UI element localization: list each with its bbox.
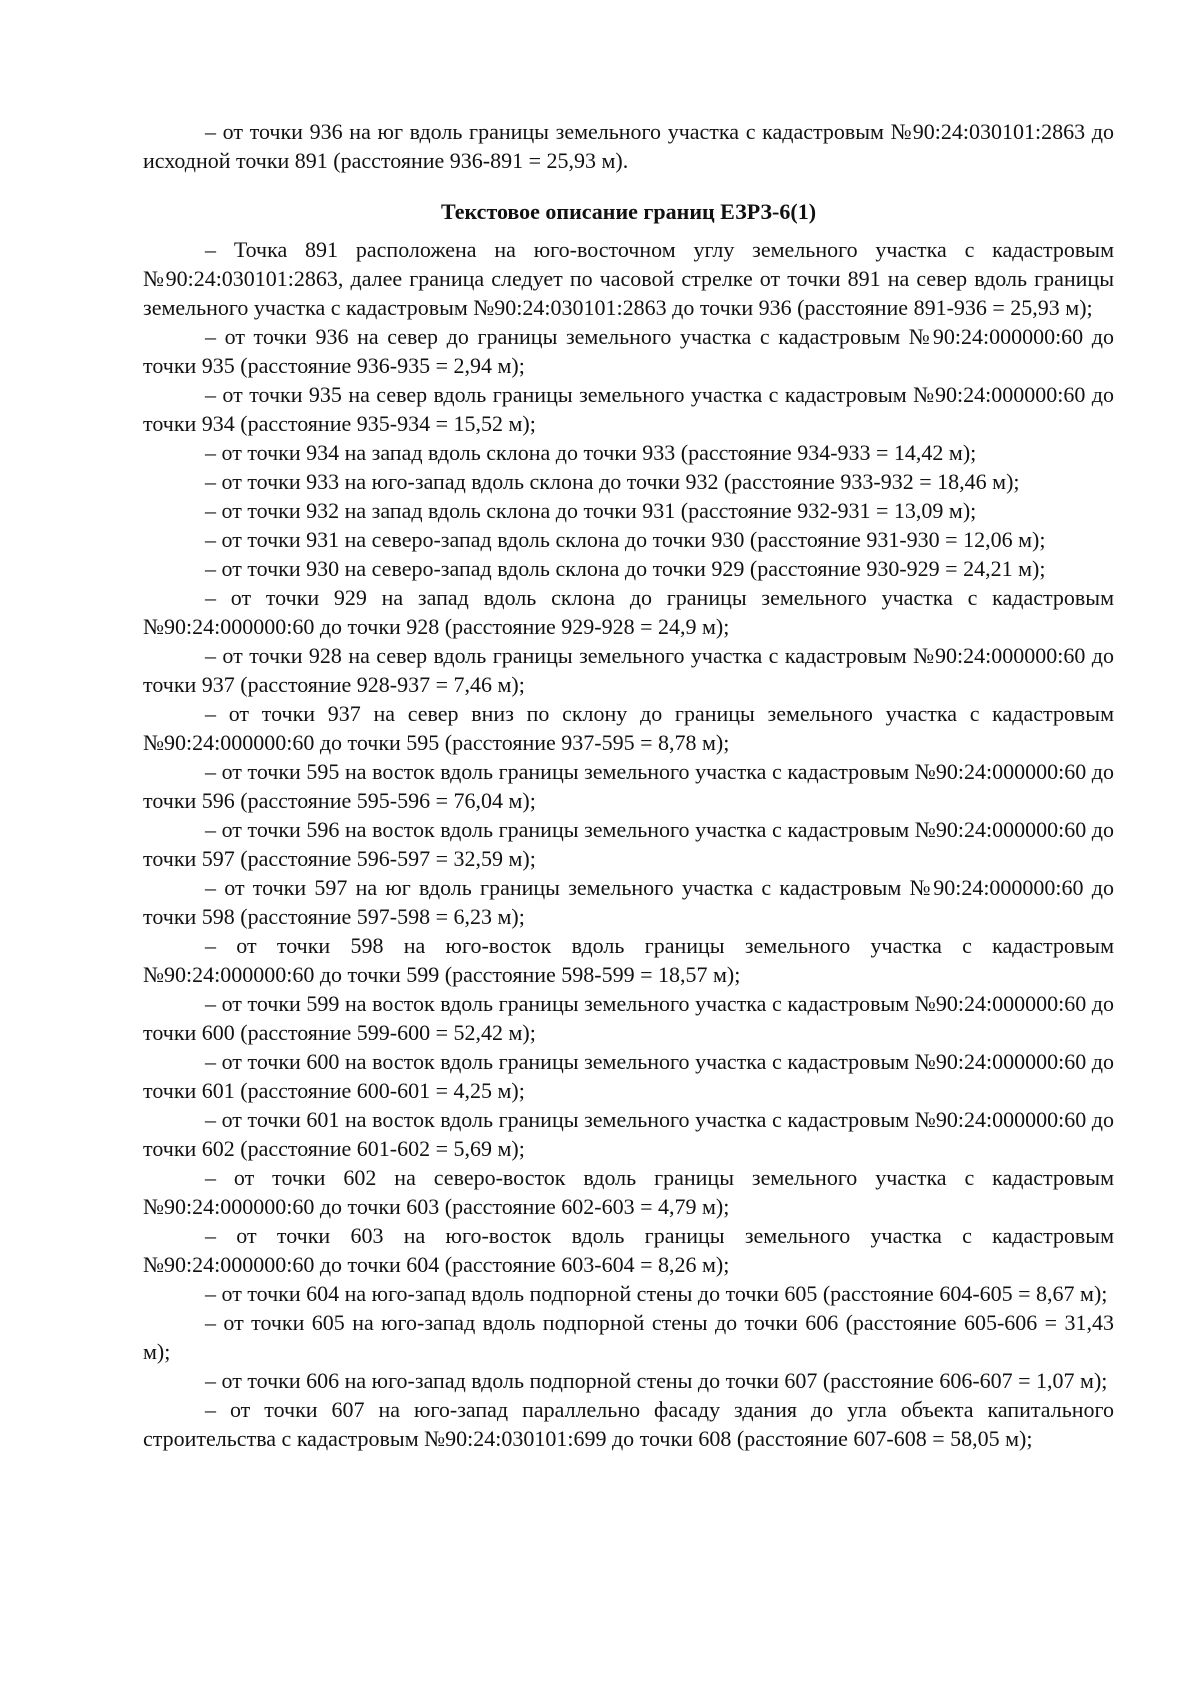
boundary-paragraph: – от точки 603 на юго-восток вдоль границы земельного участка с кадастровым №90:24:000000:60 до точки 604 (расстояние 603-604 = 8,26 м); [143,1223,1114,1277]
boundary-paragraph: – от точки 598 на юго-восток вдоль границы земельного участка с кадастровым №90:24:000000:60 до точки 599 (расстояние 598-599 = 18,57 м); [143,933,1114,987]
boundary-paragraph: – от точки 928 на север вдоль границы земельного участка с кадастровым №90:24:000000:60 до точки 937 (расстояние 928-937 = 7,46 м); [143,643,1114,697]
boundary-paragraph: – от точки 601 на восток вдоль границы земельного участка с кадастровым №90:24:000000:60 до точки 602 (расстояние 601-602 = 5,69 м); [143,1107,1114,1161]
boundary-paragraph: – от точки 933 на юго-запад вдоль склона до точки 932 (расстояние 933-932 = 18,46 м); [205,469,1020,494]
boundary-paragraph: – от точки 935 на север вдоль границы земельного участка с кадастровым №90:24:000000:60 до точки 934 (расстояние 935-934 = 15,52 м); [143,382,1114,436]
section-title: Текстовое описание границ ЕЗРЗ-6(1) [440,199,817,224]
boundary-description [143,235,1114,1453]
boundary-paragraph: – от точки 597 на юг вдоль границы земельного участка с кадастровым №90:24:000000:60 до точки 598 (расстояние 597-598 = 6,23 м); [143,875,1114,929]
boundary-paragraph: – от точки 606 на юго-запад вдоль подпорной стены до точки 607 (расстояние 606-607 = 1,07 м); [205,1368,1108,1393]
boundary-paragraph: – от точки 930 на северо-запад вдоль склона до точки 929 (расстояние 930-929 = 24,21 м); [205,556,1046,581]
boundary-paragraph: – от точки 932 на запад вдоль склона до точки 931 (расстояние 932-931 = 13,09 м); [205,498,977,523]
intro-paragraph: – от точки 936 на юг вдоль границы земельного участка с кадастровым №90:24:030101:2863 до исходной точки 891 (расстояние 936-891 = 25,93 м). [143,119,1114,173]
boundary-paragraph: – от точки 599 на восток вдоль границы земельного участка с кадастровым №90:24:000000:60 до точки 600 (расстояние 599-600 = 52,42 м); [143,991,1114,1045]
boundary-paragraph: – от точки 595 на восток вдоль границы земельного участка с кадастровым №90:24:000000:60 до точки 596 (расстояние 595-596 = 76,04 м); [143,759,1114,813]
boundary-paragraph: – от точки 937 на север вниз по склону до границы земельного участка с кадастровым №90:24:000000:60 до точки 595 (расстояние 937-595 = 8,78 м); [143,701,1114,755]
boundary-paragraph: – от точки 607 на юго-запад параллельно фасаду здания до угла объекта капитального строительства с кадастровым №90:24:030101:699 до точки 608 (расстояние 607-608 = 58,05 м); [143,1397,1114,1451]
boundary-paragraph: – от точки 605 на юго-запад вдоль подпорной стены до точки 606 (расстояние 605-606 = 31,43 м); [143,1310,1114,1364]
boundary-paragraph: – от точки 602 на северо-восток вдоль границы земельного участка с кадастровым №90:24:000000:60 до точки 603 (расстояние 602-603 = 4,79 м); [143,1165,1114,1219]
boundary-paragraph: – Точка 891 расположена на юго-восточном углу земельного участка с кадастровым №90:24:030101:2863, далее граница следует по часовой стрелке от точки 891 на север вдоль границы земельного участка с кадастровым №90:24:030101:2863 до точки 936 (расстояние 891-936 = 25,93 м); [143,237,1114,320]
boundary-paragraph: – от точки 596 на восток вдоль границы земельного участка с кадастровым №90:24:000000:60 до точки 597 (расстояние 596-597 = 32,59 м); [143,817,1114,871]
boundary-paragraph: – от точки 936 на север до границы земельного участка с кадастровым №90:24:000000:60 до точки 935 (расстояние 936-935 = 2,94 м); [143,324,1114,378]
boundary-paragraph: – от точки 931 на северо-запад вдоль склона до точки 930 (расстояние 931-930 = 12,06 м); [205,527,1046,552]
boundary-paragraph: – от точки 600 на восток вдоль границы земельного участка с кадастровым №90:24:000000:60 до точки 601 (расстояние 600-601 = 4,25 м); [143,1049,1114,1103]
boundary-paragraph: – от точки 604 на юго-запад вдоль подпорной стены до точки 605 (расстояние 604-605 = 8,67 м); [205,1281,1108,1306]
boundary-paragraph: – от точки 929 на запад вдоль склона до границы земельного участка с кадастровым №90:24:000000:60 до точки 928 (расстояние 929-928 = 24,9 м); [143,585,1114,639]
boundary-paragraph: – от точки 934 на запад вдоль склона до точки 933 (расстояние 934-933 = 14,42 м); [205,440,977,465]
